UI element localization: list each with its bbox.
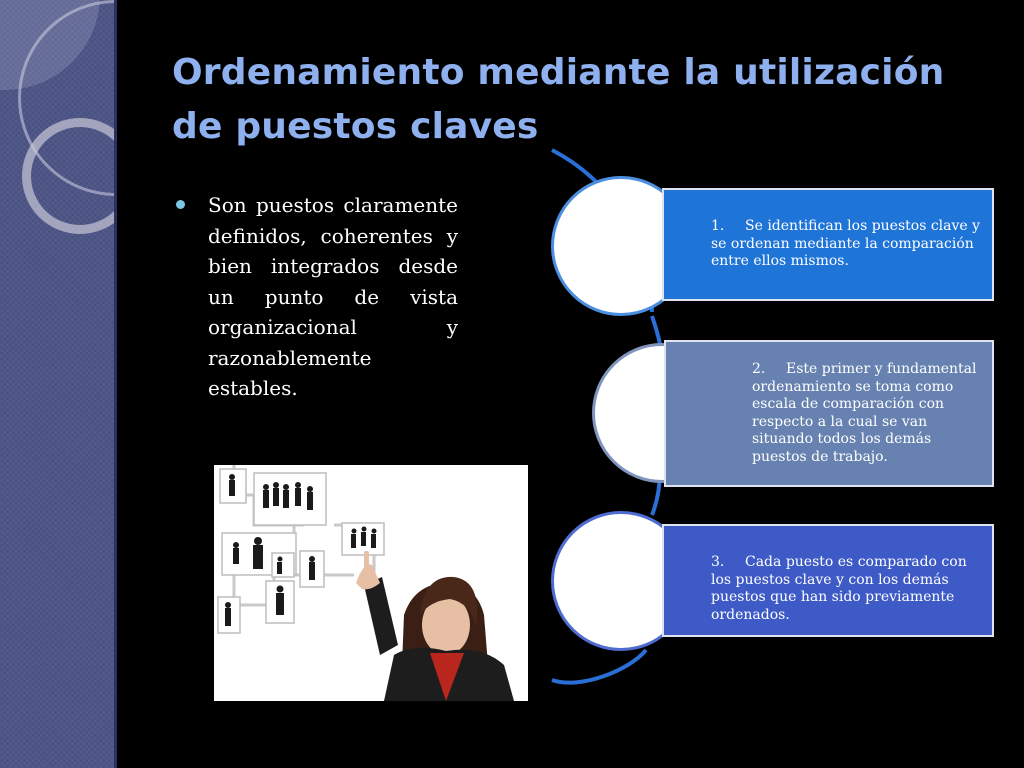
step-3-box [662, 524, 994, 637]
bullet-point [172, 190, 458, 404]
businesswoman-org-chart-photo [214, 465, 528, 701]
step-3-number: 3. [711, 554, 725, 570]
step-1-text: Se identifican los puestos clave y se ordenan mediante la comparación entre ellos mismos. [711, 218, 981, 269]
photo-illustration [214, 465, 528, 701]
step-1-text-block [711, 218, 986, 271]
title-line-1: Ordenamiento mediante la utilización [172, 52, 945, 93]
step-3-text: Cada puesto es comparado con los puestos clave y con los demás puestos que han sido previamente ordenados. [711, 554, 967, 623]
step-2-text-block [752, 361, 990, 466]
decorative-side-band [0, 0, 114, 768]
step-1-number: 1. [711, 218, 725, 234]
step-2-box [664, 340, 994, 487]
bullet-text: Son puestos claramente definidos, coherentes y bien integrados desde un punto de vista organizacional y razonablemente estables. [208, 193, 458, 400]
step-2-number: 2. [752, 361, 766, 377]
step-2-text: Este primer y fundamental ordenamiento se toma como escala de comparación con respecto a la cual se van situando todos los demás puestos de trabajo. [752, 361, 977, 465]
slide-title [172, 46, 1002, 154]
step-1-box [662, 188, 994, 301]
side-band-edge [114, 0, 117, 768]
step-3-text-block [711, 554, 991, 624]
title-line-2: de puestos claves [172, 106, 539, 147]
